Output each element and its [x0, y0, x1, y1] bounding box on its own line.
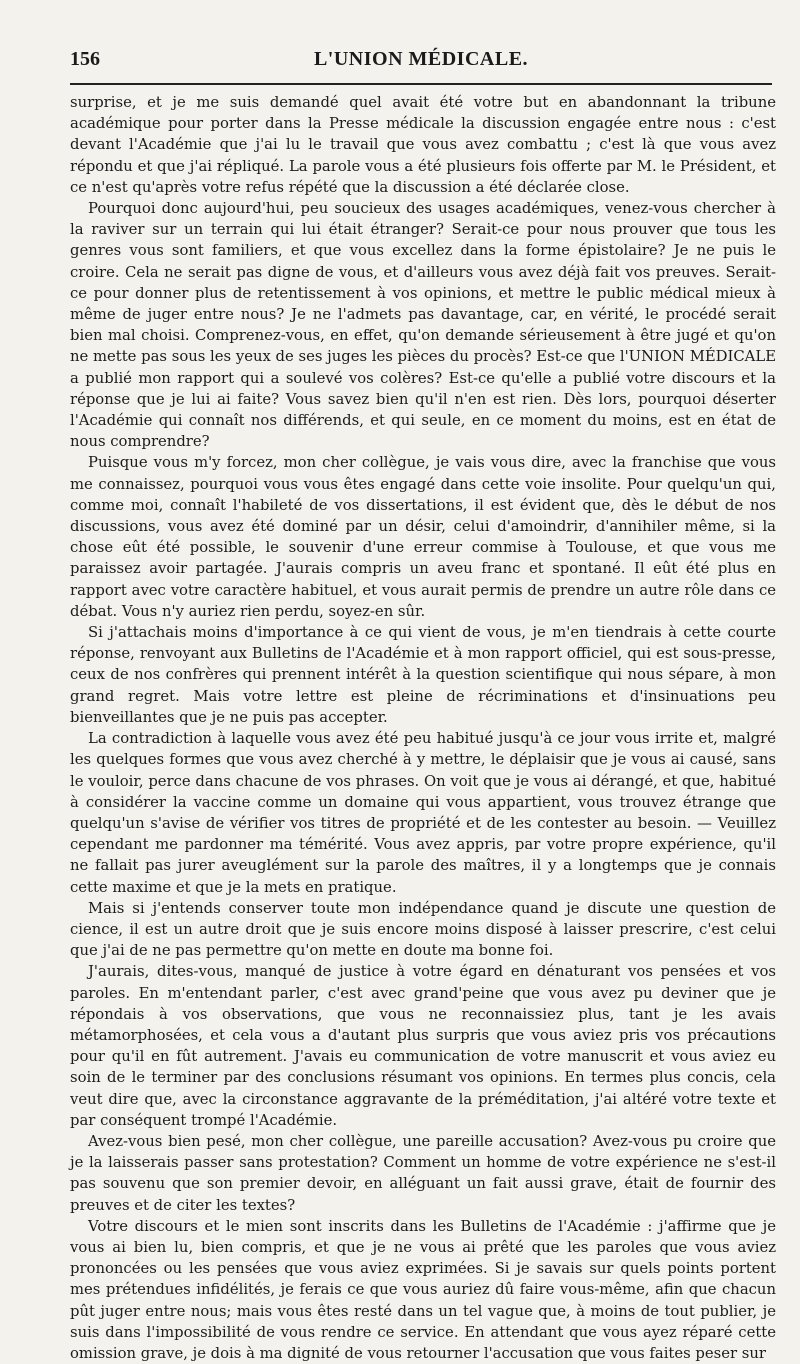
page-header	[70, 44, 772, 76]
paragraph: surprise, et je me suis demandé quel avait été votre but en abandonnant la tribune académique pour porter dans la Presse médicale la discussion engagée entre nous : c'est devant l'Académie que j'ai lu le travail que vous avez combattu ; c'est là que vous avez répondu et que j'ai répliqué. La parole vous a été plusieurs fois offerte par M. le Président, et ce n'est qu'après votre refus répété que la discussion a été déclarée close.	[70, 94, 776, 196]
running-title: L'UNION MÉDICALE.	[313, 48, 529, 70]
paragraph: Mais si j'entends conserver toute mon indépendance quand je discute une question de cience, il est un autre droit que je suis encore moins disposé à laisser prescrire, c'est celui que j'ai de ne pas permettre qu'on mette en doute ma bonne foi.	[70, 899, 776, 960]
paragraph: La contradiction à laquelle vous avez été peu habitué jusqu'à ce jour vous irrite et, malgré les quelques formes que vous avez cherché à y mettre, le déplaisir que je vous ai causé, sans le vouloir, perce dans chacune de vos phrases. On voit que je vous ai dérangé, et que, habitué à considérer la vaccine comme un domaine qui vous appartient, vous trouvez étrange que quelqu'un s'avise de vérifier vos titres de propriété et de les contester au besoin. — Veuillez cependant me pardonner ma témérité. Vous avez appris, par votre propre expérience, qu'il ne fallait pas jurer aveuglément sur la parole des maîtres, il y a longtemps que je connais cette maxime et que je la mets en pratique.	[70, 730, 776, 896]
paragraph: J'aurais, dites-vous, manqué de justice à votre égard en dénaturant vos pensées et vos paroles. En m'entendant parler, c'est avec grand'peine que vous avez pu deviner que je répondais à vos observations, que vous ne reconnaissiez plus, tant je les avais métamorphosées, et cela vous a d'autant plus surpris que vous aviez pris vos précautions pour qu'il en fût autrement. J'avais eu communication de votre manuscrit et vous aviez eu soin de le terminer par des conclusions résumant vos opinions. En termes plus concis, cela veut dire que, avec la circonstance aggravante de la préméditation, j'ai altéré votre texte et par conséquent trompé l'Académie.	[70, 963, 776, 1129]
header-rule	[70, 83, 772, 85]
paragraph: Pourquoi donc aujourd'hui, peu soucieux des usages académiques, venez-vous chercher à la raviver sur un terrain qui lui était étranger? Serait-ce pour nous prouver que tous les genres vous sont familiers, et que vous excellez dans la forme épistolaire? Je ne puis le croire. Cela ne serait pas digne de vous, et d'ailleurs vous avez déjà fait vos preuves. Serait-ce pour donner plus de retentissement à vos opinions, et mettre le public médical mieux à même de juger entre nous? Je ne l'admets pas davantage, car, en vérité, le procédé serait bien mal choisi. Comprenez-vous, en effet, qu'on demande sérieusement à être jugé et qu'on ne mette pas sous les yeux de ses juges les pièces du procès? Est-ce que l'UNION MÉDICALE a publié mon rapport qui a soulevé vos colères? Est-ce qu'elle a publié votre discours et la réponse que je lui ai faite? Vous savez bien qu'il n'en est rien. Dès lors, pourquoi déserter l'Académie qui connaît nos différends, et qui seule, en ce moment du moins, est en état de nous comprendre?	[70, 200, 776, 451]
paragraph: Votre discours et le mien sont inscrits dans les Bulletins de l'Académie : j'affirme que je vous ai bien lu, bien compris, et que je ne vous ai prêté que les paroles que vous aviez prononcées ou les pensées que vous aviez exprimées. Si je savais sur quels points portent mes prétendues infidélités, je ferais ce que vous auriez dû faire vous-même, afin que chacun pût juger entre nous; mais vous êtes resté dans un tel vague que, à moins de tout publier, je suis dans l'impossibilité de vous rendre ce service. En attendant que vous ayez réparé cette omission grave, je dois à ma dignité de vous retourner l'accusation que vous faites peser sur	[70, 1217, 776, 1362]
page-number: 156	[70, 48, 100, 70]
article-body	[70, 92, 776, 1364]
paragraph: Avez-vous bien pesé, mon cher collègue, une pareille accusation? Avez-vous pu croire que je la laisserais passer sans protestation? Comment un homme de votre expérience ne s'est-il pas souvenu que son premier devoir, en alléguant un fait aussi grave, était de fournir des preuves et de citer les textes?	[70, 1132, 776, 1214]
paragraph: Puisque vous m'y forcez, mon cher collègue, je vais vous dire, avec la franchise que vous me connaissez, pourquoi vous vous êtes engagé dans cette voie insolite. Pour quelqu'un qui, comme moi, connaît l'habileté de vos dissertations, il est évident que, dès le début de nos discussions, vous avez été dominé par un désir, celui d'amoindrir, d'annihiler même, si la chose eût été possible, le souvenir d'une erreur commise à Toulouse, et que vous me paraissez avoir partagée. J'aurais compris un aveu franc et spontané. Il eût été plus en rapport avec votre caractère habituel, et vous aurait permis de prendre un autre rôle dans ce débat. Vous n'y auriez rien perdu, soyez-en sûr.	[70, 454, 776, 620]
paragraph: Si j'attachais moins d'importance à ce qui vient de vous, je m'en tiendrais à cette courte réponse, renvoyant aux Bulletins de l'Académie et à mon rapport officiel, qui est sous-presse, ceux de nos confrères qui prennent intérêt à la question scientifique qui nous sépare, à mon grand regret. Mais votre lettre est pleine de récriminations et d'insinuations peu bienveillantes que je ne puis pas accepter.	[70, 624, 776, 726]
